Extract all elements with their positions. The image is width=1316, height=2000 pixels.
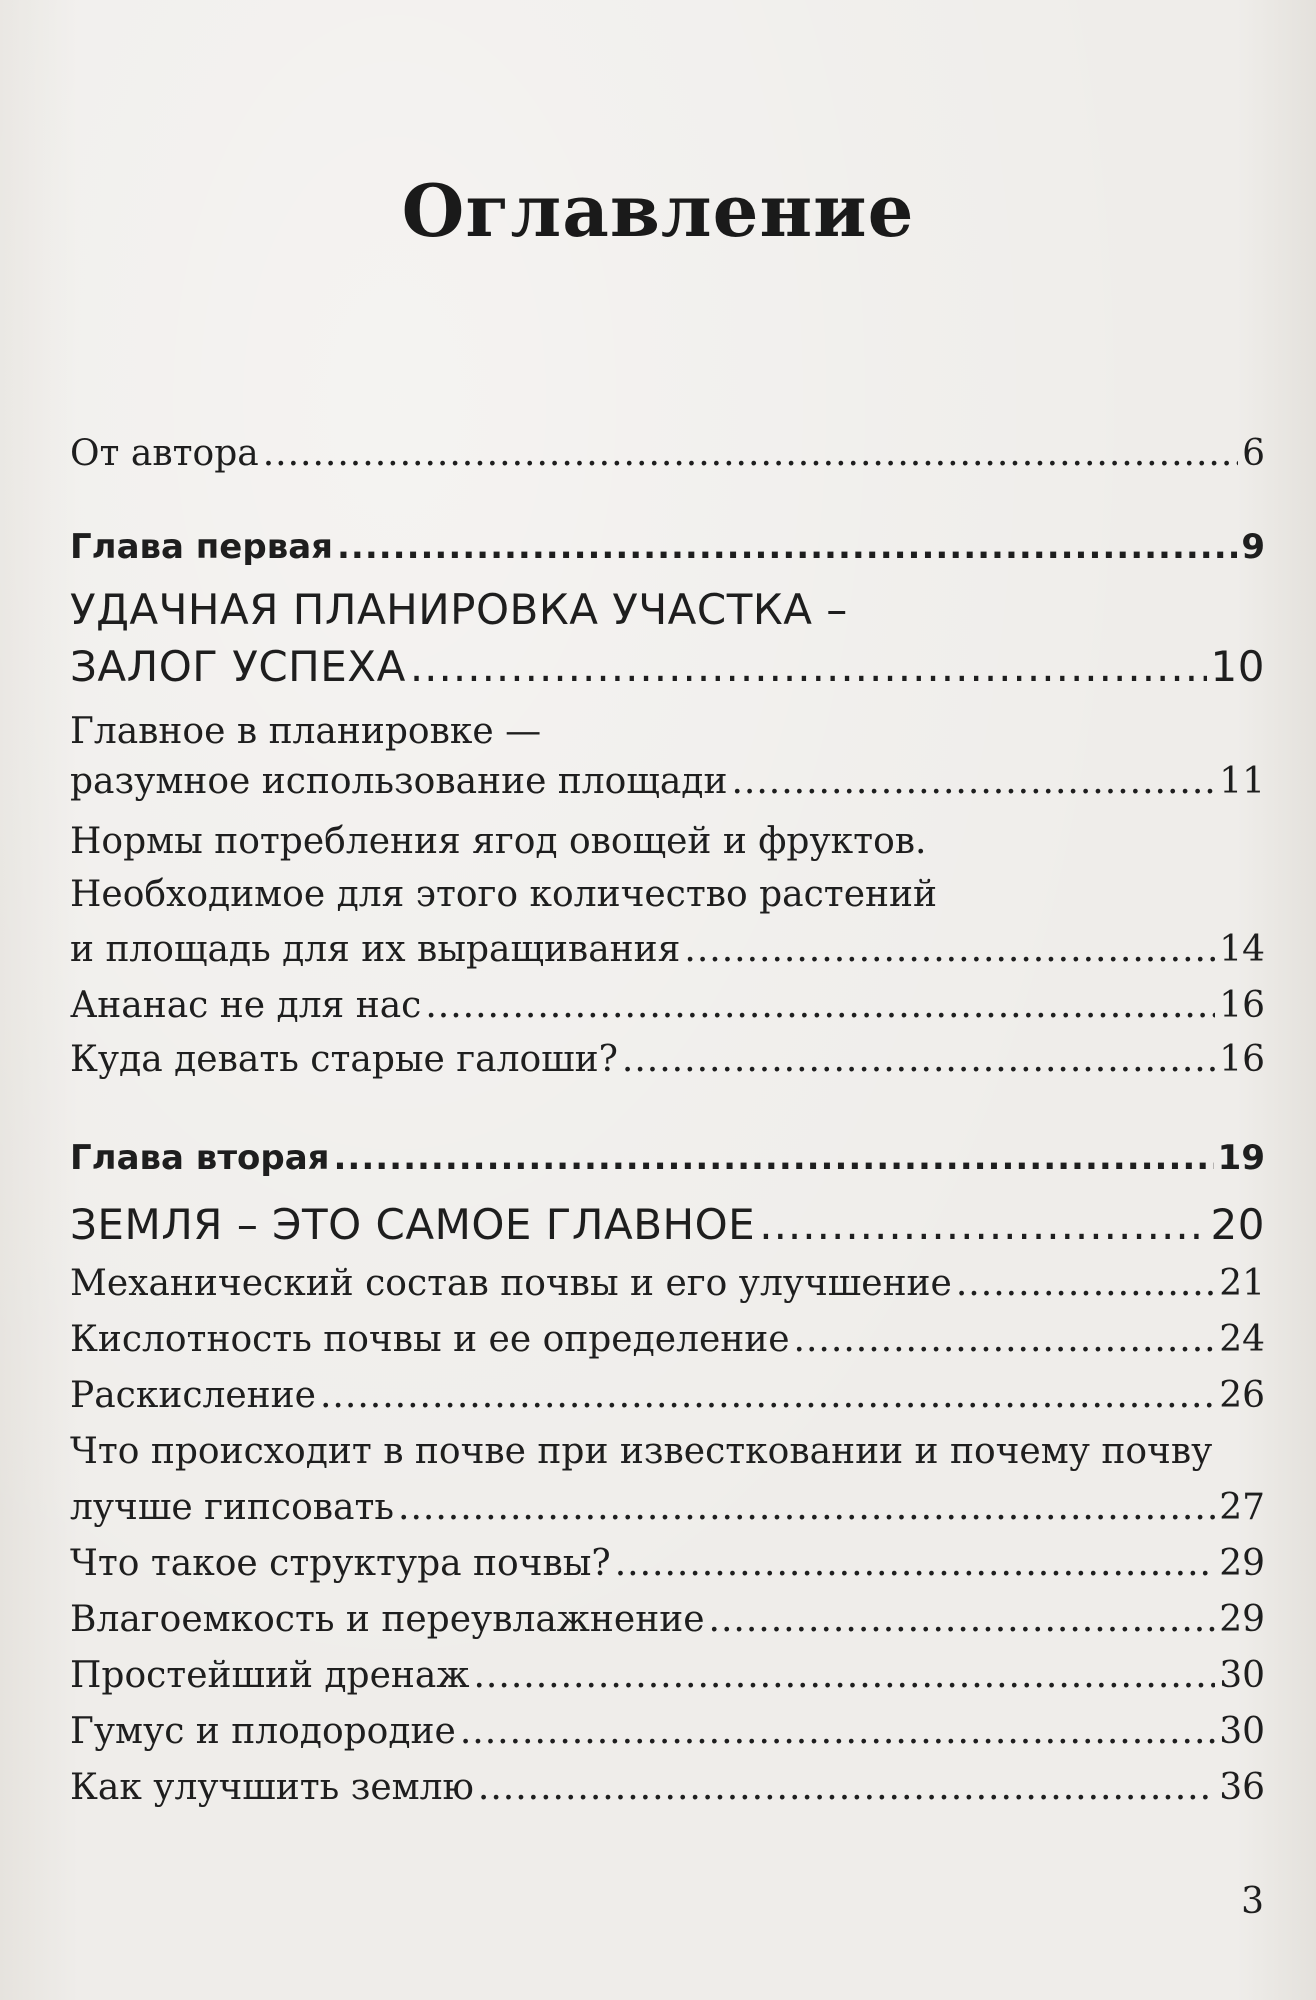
toc-entry-label: Как улучшить землю [70, 1767, 474, 1808]
dot-leader [684, 928, 1215, 972]
toc-entry-page: 29 [1219, 1543, 1265, 1584]
toc-entry-label: Гумус и плодородие [70, 1711, 456, 1752]
page-number: 3 [1241, 1881, 1264, 1922]
toc-entry-page: 30 [1219, 1655, 1265, 1696]
page-title: Оглавление [401, 168, 915, 254]
dot-leader [473, 1654, 1215, 1698]
toc-chapter[interactable] [70, 1136, 1265, 1180]
toc-entry-page: 26 [1219, 1375, 1265, 1416]
dot-leader [615, 1542, 1215, 1586]
toc-entry-label: и площадь для их выращивания [70, 929, 681, 970]
toc-entry-page: 24 [1219, 1319, 1265, 1360]
toc-entry-label: От автора [70, 433, 259, 474]
toc-entry-page: 29 [1219, 1599, 1265, 1640]
dot-leader [320, 1374, 1215, 1418]
toc-entry-page: 16 [1219, 985, 1265, 1026]
toc-entry-page: 30 [1219, 1711, 1265, 1752]
dot-leader [263, 432, 1238, 476]
toc-entry-label: лучше гипсовать [70, 1487, 394, 1528]
toc-entry-page: 6 [1242, 433, 1265, 474]
toc-section-label: ЗЕМЛЯ – ЭТО САМОЕ ГЛАВНОЕ [70, 1200, 756, 1249]
toc-entry[interactable] [70, 1766, 1265, 1810]
dot-leader [709, 1598, 1216, 1642]
toc-entry[interactable] [70, 984, 1265, 1028]
toc-entry[interactable] [70, 760, 1265, 804]
toc-entry[interactable] [70, 432, 1265, 476]
toc-chapter-page: 19 [1217, 1138, 1265, 1178]
dot-leader [398, 1486, 1215, 1530]
toc-entry-page: 27 [1219, 1487, 1265, 1528]
dot-leader [478, 1766, 1215, 1810]
toc-section-line: УДАЧНАЯ ПЛАНИРОВКА УЧАСТКА – [70, 585, 848, 634]
toc-entry-page: 16 [1219, 1039, 1265, 1080]
dot-leader [956, 1262, 1215, 1306]
toc-entry-line: Необходимое для этого количество растений [70, 874, 938, 915]
toc-entry-label: Влагоемкость и переувлажнение [70, 1599, 705, 1640]
dot-leader [731, 760, 1215, 804]
toc-entry-line: Главное в планировке — [70, 711, 542, 752]
dot-leader [622, 1038, 1215, 1082]
toc-section[interactable] [70, 642, 1265, 691]
toc-entry-page: 14 [1219, 929, 1265, 970]
toc-chapter-label: Глава вторая [70, 1138, 330, 1178]
toc-section-page: 10 [1210, 642, 1265, 691]
toc-entry-line: Нормы потребления ягод овощей и фруктов. [70, 821, 927, 862]
toc-section[interactable] [70, 1200, 1265, 1249]
dot-leader [337, 525, 1237, 569]
toc-chapter-page: 9 [1241, 527, 1265, 567]
toc-chapter-label: Глава первая [70, 527, 333, 567]
toc-entry[interactable] [70, 1654, 1265, 1698]
dot-leader [460, 1710, 1215, 1754]
toc-entry-label: Кислотность почвы и ее определение [70, 1319, 790, 1360]
toc-entry-label: Что такое структура почвы? [70, 1543, 611, 1584]
dot-leader [410, 645, 1207, 689]
toc-entry[interactable] [70, 1710, 1265, 1754]
toc-entry-label: Раскисление [70, 1375, 316, 1416]
toc-entry-label: Механический состав почвы и его улучшение [70, 1263, 952, 1304]
dot-leader [794, 1318, 1216, 1362]
toc-entry[interactable] [70, 1542, 1265, 1586]
toc-entry-page: 11 [1219, 761, 1265, 802]
toc-section-page: 20 [1210, 1200, 1265, 1249]
toc-entry[interactable] [70, 1262, 1265, 1306]
toc-entry-label: Ананас не для нас [70, 985, 422, 1026]
toc-entry-page: 21 [1219, 1263, 1265, 1304]
toc-entry[interactable] [70, 928, 1265, 972]
toc-entry-page: 36 [1219, 1767, 1265, 1808]
toc-entry-label: Куда девать старые галоши? [70, 1039, 618, 1080]
toc-entry-line: Что происходит в почве при известковании и почему почву [70, 1431, 1213, 1472]
dot-leader [334, 1136, 1214, 1180]
toc-entry[interactable] [70, 1598, 1265, 1642]
toc-entry[interactable] [70, 1038, 1265, 1082]
toc-entry-label: Простейший дренаж [70, 1655, 470, 1696]
toc-section-label: ЗАЛОГ УСПЕХА [70, 642, 406, 691]
dot-leader [759, 1203, 1206, 1247]
toc-entry[interactable] [70, 1486, 1265, 1530]
dot-leader [425, 984, 1215, 1028]
toc-entry[interactable] [70, 1318, 1265, 1362]
toc-entry-label: разумное использование площади [70, 761, 728, 802]
toc-entry[interactable] [70, 1374, 1265, 1418]
toc-chapter[interactable] [70, 525, 1265, 569]
